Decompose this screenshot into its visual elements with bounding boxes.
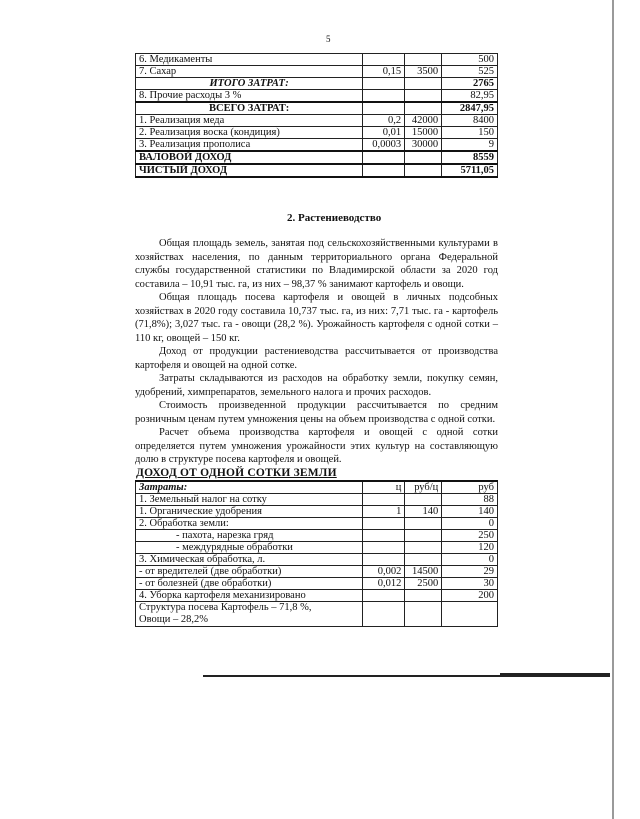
apiary-income-table (135, 53, 498, 178)
row-label: - от вредителей (две обработки) (136, 566, 363, 578)
table-row (136, 518, 498, 530)
row-qty: 0,012 (363, 578, 405, 590)
table-row (136, 139, 498, 152)
row-qty (363, 590, 405, 602)
table-row (136, 554, 498, 566)
row-price: 14500 (405, 566, 442, 578)
row-label: 2. Обработка земли: (136, 518, 363, 530)
table-row (136, 578, 498, 590)
structure-price (405, 602, 442, 627)
row-label: 1. Земельный налог на сотку (136, 494, 363, 506)
row-price (405, 78, 442, 90)
row-sum: 120 (442, 542, 498, 554)
row-sum: 200 (442, 590, 498, 602)
row-sum: 30 (442, 578, 498, 590)
row-sum: 500 (442, 54, 498, 66)
row-label: ЧИСТЫЙ ДОХОД (136, 164, 363, 177)
row-qty: 0,15 (363, 66, 405, 78)
row-qty: 1 (363, 506, 405, 518)
section-body (135, 237, 498, 467)
row-qty (363, 102, 405, 115)
structure-qty (363, 602, 405, 627)
structure-line: Структура посева Картофель – 71,8 %, (139, 602, 312, 613)
row-qty (363, 151, 405, 164)
structure-row (136, 602, 498, 627)
row-sum: 525 (442, 66, 498, 78)
row-price (405, 542, 442, 554)
row-price: 15000 (405, 127, 442, 139)
row-price (405, 102, 442, 115)
row-label: 3. Химическая обработка, л. (136, 554, 363, 566)
table-row (136, 566, 498, 578)
row-price (405, 54, 442, 66)
row-qty (363, 494, 405, 506)
row-sum: 5711,05 (442, 164, 498, 177)
scan-edge-line (612, 0, 614, 819)
row-label: 1. Реализация меда (136, 115, 363, 127)
row-label: 8. Прочие расходы 3 % (136, 90, 363, 103)
row-sum: 82,95 (442, 90, 498, 103)
structure-line: Овощи – 28,2% (139, 614, 209, 625)
paragraph: Затраты складываются из расходов на обработку земли, покупку семян, удобрений, химпрепаратов, земельного налога и прочих расходов. (135, 373, 498, 398)
row-price: 2500 (405, 578, 442, 590)
table-row (136, 506, 498, 518)
row-price: 3500 (405, 66, 442, 78)
row-label: 7. Сахар (136, 66, 363, 78)
row-qty (363, 54, 405, 66)
row-qty: 0,01 (363, 127, 405, 139)
row-price (405, 164, 442, 177)
row-qty (363, 554, 405, 566)
table-row (136, 90, 498, 103)
table-row (136, 164, 498, 177)
row-sum: 8559 (442, 151, 498, 164)
row-label: 6. Медикаменты (136, 54, 363, 66)
table-row (136, 54, 498, 66)
row-price (405, 90, 442, 103)
row-sum: 0 (442, 518, 498, 530)
paragraph: Общая площадь земель, занятая под сельскохозяйственными культурами в хозяйствах населения, по данным территориального органа Федеральной службы государственной статистики по Владимирской области за 2020 год составила – 10,91 тыс. га, из них – 98,37 % занимают картофель и овощи. (135, 238, 498, 290)
row-sum: 2847,95 (442, 102, 498, 115)
table-row (136, 127, 498, 139)
table-row (136, 542, 498, 554)
row-sum: 150 (442, 127, 498, 139)
row-qty (363, 542, 405, 554)
row-qty (363, 78, 405, 90)
table-row (136, 590, 498, 602)
land-income-table-title: ДОХОД ОТ ОДНОЙ СОТКИ ЗЕМЛИ (136, 467, 337, 479)
row-price: 30000 (405, 139, 442, 152)
row-sum: 0 (442, 554, 498, 566)
paragraph: Стоимость произведенной продукции рассчитывается по средним розничным ценам путем умножения цены на объем производства с одной сотки. (135, 400, 498, 425)
row-label: 3. Реализация прополиса (136, 139, 363, 152)
table-row (136, 115, 498, 127)
table-header-row (136, 481, 498, 494)
footer-rule (203, 675, 610, 677)
table-row (136, 66, 498, 78)
row-sum: 140 (442, 506, 498, 518)
structure-label (136, 602, 363, 627)
row-price (405, 530, 442, 542)
row-price (405, 554, 442, 566)
structure-sum (442, 602, 498, 627)
row-sum: 29 (442, 566, 498, 578)
table-row (136, 494, 498, 506)
row-sum: 88 (442, 494, 498, 506)
table-row (136, 530, 498, 542)
row-qty: 0,2 (363, 115, 405, 127)
row-price (405, 590, 442, 602)
header-price: руб/ц (405, 481, 442, 494)
row-label: 2. Реализация воска (кондиция) (136, 127, 363, 139)
row-label: - пахота, нарезка гряд (136, 530, 363, 542)
row-label: 1. Органические удобрения (136, 506, 363, 518)
section-title: 2. Растениеводство (287, 212, 382, 224)
row-qty (363, 530, 405, 542)
row-qty: 0,0003 (363, 139, 405, 152)
land-income-table (135, 480, 498, 627)
row-label: ВАЛОВОЙ ДОХОД (136, 151, 363, 164)
row-label: ВСЕГО ЗАТРАТ: (136, 102, 363, 115)
row-sum: 9 (442, 139, 498, 152)
row-price: 42000 (405, 115, 442, 127)
row-price (405, 151, 442, 164)
paragraph: Общая площадь посева картофеля и овощей в личных подсобных хозяйствах в 2020 году составила 10,737 тыс. га, из них: 7,71 тыс. га - картофель (71,8%); 3,027 тыс. га - овощи (28,2 %). Урожайность картофеля с одной сотки – 110 кг, овощей – 150 кг. (135, 292, 498, 344)
row-price: 140 (405, 506, 442, 518)
row-sum: 250 (442, 530, 498, 542)
row-label: ИТОГО ЗАТРАТ: (136, 78, 363, 90)
page-number: 5 (326, 34, 331, 44)
header-sum: руб (442, 481, 498, 494)
row-sum: 8400 (442, 115, 498, 127)
row-price (405, 494, 442, 506)
footer-rule-right (500, 673, 610, 675)
header-qty: ц (363, 481, 405, 494)
row-qty (363, 164, 405, 177)
row-qty: 0,002 (363, 566, 405, 578)
table-row (136, 102, 498, 115)
row-label: - от болезней (две обработки) (136, 578, 363, 590)
table-row (136, 151, 498, 164)
table-row (136, 78, 498, 90)
row-sum: 2765 (442, 78, 498, 90)
row-label: - междурядные обработки (136, 542, 363, 554)
paragraph: Расчет объема производства картофеля и овощей с одной сотки определяется путем умножения урожайности этих культур на составляющую долю в структуре посева картофеля и овощей. (135, 427, 498, 465)
row-price (405, 518, 442, 530)
paragraph: Доход от продукции растениеводства рассчитывается от производства картофеля и овощей на одной сотке. (135, 346, 498, 371)
row-qty (363, 518, 405, 530)
row-qty (363, 90, 405, 103)
header-label: Затраты: (136, 481, 363, 494)
row-label: 4. Уборка картофеля механизировано (136, 590, 363, 602)
